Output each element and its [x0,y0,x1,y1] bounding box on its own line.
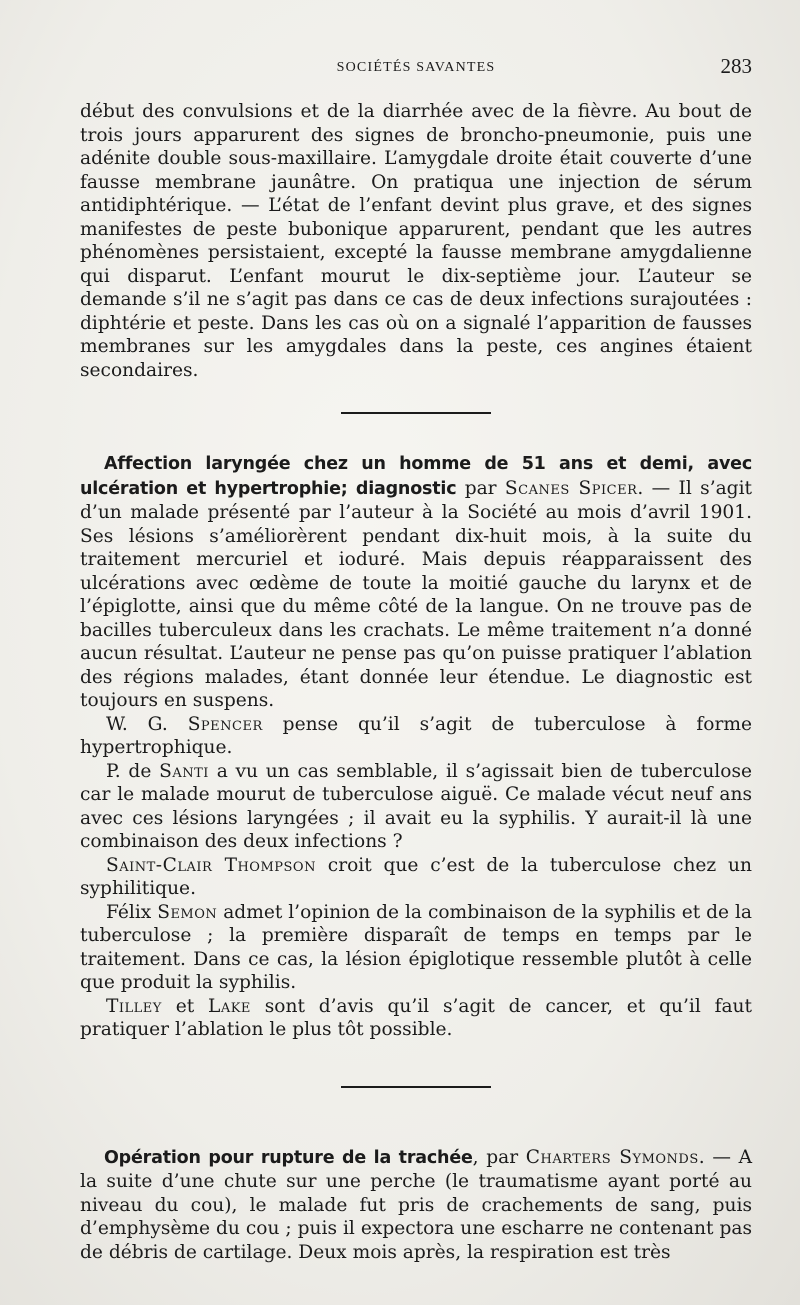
comment-prefix: W. G. [106,713,188,735]
article-title: Affection laryngée chez un homme de 51 ans et demi, avec ulcération et hypertrophie; diagnostic [80,454,752,499]
comment-paragraph [80,995,752,1042]
comment-paragraph [80,713,752,760]
comment-paragraph [80,760,752,854]
comment-prefix: P. de [106,760,160,782]
comment-prefix: Félix [106,901,158,923]
section-divider [341,1086,491,1088]
article-body: . — A la suite d’une chute sur une perche (le traumatisme ayant porté au niveau du cou), le malade fut pris de crachements de sang, puis d’emphysème du cou ; puis il expectora une escharre ne contenant pas de débris de cartilage. Deux mois après, la respiration est très [80,1146,752,1263]
article-author: Scanes Spicer [504,477,638,499]
commenter-name: Saint-Clair Thompson [106,854,316,876]
comment-text-second: sont d’avis qu’il s’agit de cancer, et qu’il faut pratiquer l’ablation le plus tôt possible. [80,995,752,1040]
continuation-paragraph: début des convulsions et de la diarrhée avec de la fièvre. Au bout de trois jours apparurent des signes de broncho-pneumonie, puis une adénite double sous-maxillaire. L’amygdale droite était couverte d’une fausse membrane jaunâtre. On pratiqua une injection de sérum antidiphtérique. — L’état de l’enfant devint plus grave, et des signes manifestes de peste bubonique apparurent, pendant que les autres phénomènes persistaient, excepté la fausse membrane amygdalienne qui disparut. L’enfant mourut le dix-septième jour. L’auteur se demande s’il ne s’agit pas dans ce cas de deux infections surajoutées : diphtérie et peste. Dans les cas où on a signalé l’apparition de fausses membranes sur les amygdales dans la peste, ces angines étaient secondaires. [80,101,752,381]
page-header [80,54,752,86]
comment-text: et [161,995,208,1017]
article-laryngeal-affection [80,452,752,1042]
commenter-name: Santi [159,760,209,782]
comment-text: pense qu’il s’agit de tuberculose à forme hypertrophique. [80,713,752,758]
article-body: . — Il s’agit d’un malade présenté par l’auteur à la Société au mois d’avril 1901. Ses lésions s’améliorèrent pendant dix-huit mois, à la suite du traitement mercuriel et ioduré. Mais depuis réapparaissent des ulcérations avec œdème de toute la moitié gauche du larynx et de l’épiglotte, ainsi que du même côté de la langue. On ne trouve pas de bacilles tuberculeux dans les crachats. Le même traitement n’a donné aucun résultat. L’auteur ne pense pas qu’on puisse pratiquer l’ablation des régions malades, étant donnée leur étendue. Le diagnostic est toujours en suspens. [80,477,753,711]
commenter-name-second: Lake [207,995,251,1017]
comment-text: croit que c’est de la tuberculose chez un syphilitique. [80,854,752,899]
page-number: 283 [720,54,752,78]
comment-paragraph [80,854,752,901]
par-text: par [456,477,505,499]
running-head: SOCIÉTÉS SAVANTES [336,60,496,75]
par-text: , par [472,1146,526,1168]
article-author: Charters Symonds [525,1146,699,1168]
section-divider [341,412,491,414]
article-title: Opération pour rupture de la trachée [104,1147,473,1168]
article-tracheal-rupture [80,1146,752,1265]
comment-text: a vu un cas semblable, il s’agissait bien de tuberculose car le malade mourut de tuberculose aiguë. Ce malade vécut neuf ans avec ces lésions laryngées ; il avait eu la syphilis. Y aurait-il là une combinaison des deux infections ? [80,760,752,852]
commenter-name: Semon [157,901,218,923]
article-paragraph [80,452,752,713]
article-paragraph [80,1146,752,1265]
commenter-name: Spencer [187,713,263,735]
comment-text: admet l’opinion de la combinaison de la syphilis et de la tuberculose ; la première disparaît de temps en temps par le traitement. Dans ce cas, la lésion épiglotique ressemble plutôt à celle que produit la syphilis. [80,901,752,993]
commenter-name: Tilley [106,995,162,1017]
comment-paragraph [80,901,752,995]
